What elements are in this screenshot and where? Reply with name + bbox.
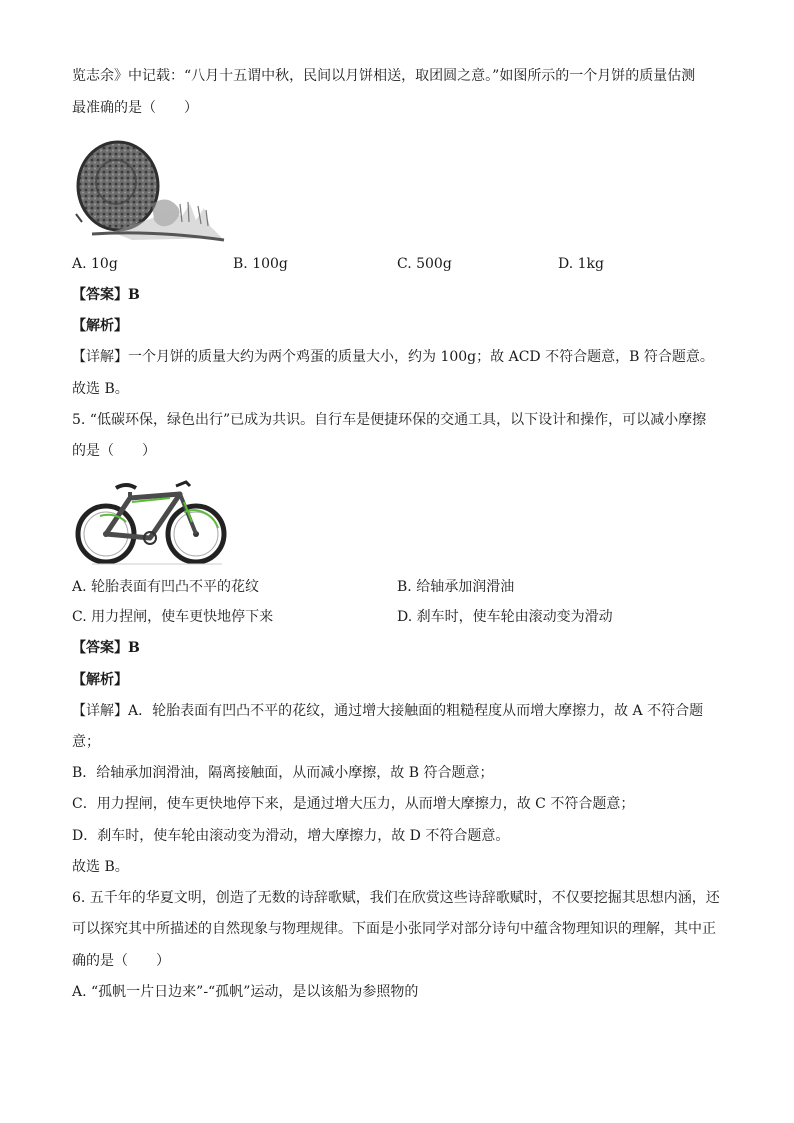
q4-detail: 【详解】一个月饼的质量大约为两个鸡蛋的质量大小，约为 100g；故 ACD 不符合题意，B 符合题意。	[72, 349, 714, 365]
q5-option-b: B. 给轴承加润滑油	[397, 579, 515, 595]
q6-stem-line3: 确的是（ ）	[72, 953, 170, 969]
q4-option-d: D. 1kg	[558, 256, 604, 272]
q5-conclusion: 故选 B。	[72, 859, 129, 875]
q5-detail-c: C．用力捏闸，使车更快地停下来，是通过增大压力，从而增大摩擦力，故 C 不符合题意；	[72, 796, 635, 812]
q5-option-a: A. 轮胎表面有凹凸不平的花纹	[72, 579, 260, 595]
q4-analysis-label: 【解析】	[72, 318, 128, 334]
q4-option-b: B. 100g	[233, 256, 288, 272]
q4-option-c: C. 500g	[397, 256, 452, 272]
q5-detail-d: D．刹车时，使车轮由滚动变为滑动，增大摩擦力，故 D 不符合题意。	[72, 828, 510, 844]
q5-detail-line2: 意；	[72, 734, 100, 750]
q5-answer: 【答案】B	[72, 640, 140, 656]
q6-stem-line2: 可以探究其中所描述的自然现象与物理规律。下面是小张同学对部分诗句中蕴含物理知识的理解，其中正	[72, 921, 716, 937]
q6-option-a: A. “孤帆一片日边来”-“孤帆”运动，是以该船为参照物的	[72, 984, 419, 1000]
bicycle-image	[72, 472, 228, 568]
q4-option-a: A. 10g	[72, 256, 118, 272]
q6-stem-line1: 6. 五千年的华夏文明，创造了无数的诗辞歌赋，我们在欣赏这些诗辞歌赋时，不仅要挖掘其思想内涵，还	[72, 890, 720, 906]
q5-analysis-label: 【解析】	[72, 672, 128, 688]
q4-stem-line1: 览志余》中记载：“八月十五谓中秋，民间以月饼相送，取团圆之意。”如图所示的一个月饼的质量估测	[72, 68, 696, 84]
q5-stem-line2: 的是（ ）	[72, 443, 156, 459]
q5-option-c: C. 用力捏闸，使车更快地停下来	[72, 609, 274, 625]
q5-detail-line1: 【详解】A．轮胎表面有凹凸不平的花纹，通过增大接触面的粗糙程度从而增大摩擦力，故 A 不符合题	[72, 703, 704, 719]
q4-conclusion: 故选 B。	[72, 381, 129, 397]
q5-detail-b: B．给轴承加润滑油，隔离接触面，从而减小摩擦，故 B 符合题意；	[72, 765, 494, 781]
q5-stem-line1: 5. “低碳环保，绿色出行”已成为共识。自行车是便捷环保的交通工具，以下设计和操作，可以减小摩擦	[72, 412, 707, 428]
q4-answer: 【答案】B	[72, 287, 140, 303]
mooncake-image	[72, 134, 228, 244]
q5-option-d: D. 刹车时，使车轮由滚动变为滑动	[397, 609, 613, 625]
q4-stem-line2: 最准确的是（ ）	[72, 100, 198, 116]
